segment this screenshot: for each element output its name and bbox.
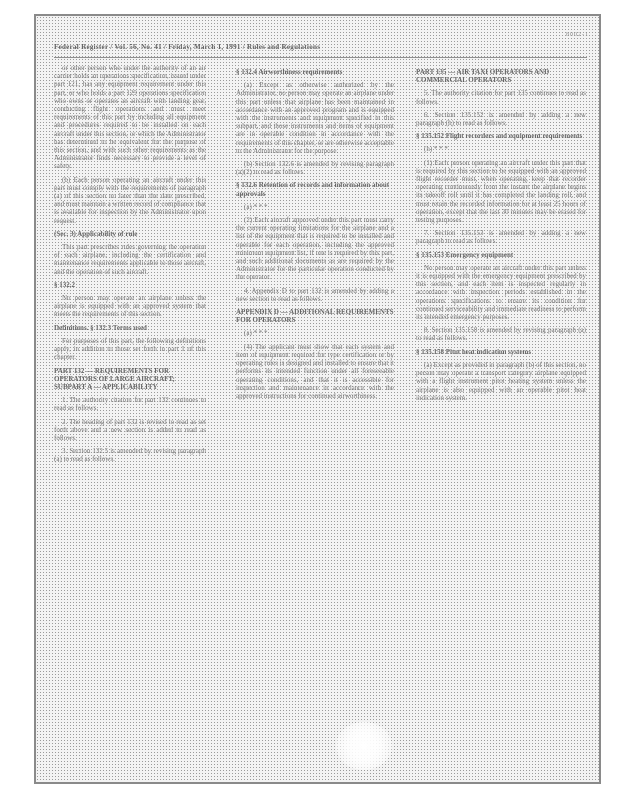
paragraph: (a) Except as provided in paragraph (b) of this section, no person may operate a transport category airplane equipped with a flight instrument pitot heating system unless the airplane is also equipped with an operable pitot heat indication system.: [416, 360, 586, 402]
paragraph: 1. The authority citation for part 132 continues to read as follows.: [54, 396, 206, 413]
page-number: 8002-1: [566, 32, 589, 38]
faded-spot: [336, 722, 392, 770]
header-rule: [54, 57, 587, 58]
paragraph: (1) Each person operating an aircraft under this part that is required by this section to be equipped with an approved flight recorder must, when operating, keep that recorder operating continuously from the instant the airplane begins its takeoff roll until it has completed the landing roll, and must retain the recorded information for at least 25 hours of operation, except that the last 30 minutes may be erased for testing purposes.: [416, 158, 586, 225]
paragraph: 3. Section 132.5 is amended by revising paragraph (a) to read as follows.: [54, 447, 206, 464]
paragraph: 6. Section 135.152 is amended by adding a new paragraph (h) to read as follows.: [416, 110, 586, 128]
paragraph: This part prescribes rules governing the operation of each airplane, including the certification and maintenance requirements applicable to those aircraft, and the operation of such aircraft.: [54, 243, 206, 276]
paragraph: (a) * * *: [244, 202, 268, 211]
paragraph: 2. The heading of part 132 is revised to read as set forth above and a new section is added to read as follows.: [54, 417, 206, 442]
paragraph: (4) The applicant must show that each system and item of equipment required for type certification or by operating rules is designed and installed to ensure that it performs its intended function under all foreseeable operating conditions, and that it is accessible for inspection and maintenance in accordance with the approved instructions for continued airworthiness.: [236, 342, 394, 400]
paragraph: For purposes of this part, the following definitions apply, in addition to those set forth in part 1 of this chapter.: [54, 336, 206, 362]
paragraph: No person may operate an airplane unless the airplane is equipped with an approved system that meets the requirements of this section.: [54, 294, 206, 319]
paragraph: (b) Section 132.6 is amended by revising paragraph (a)(2) to read as follows.: [236, 160, 394, 177]
section-heading: (Sec. 3) Applicability of rule: [54, 229, 138, 238]
section-heading: PART 132 — REQUIREMENTS FOR OPERATORS OF LARGE AIRCRAFT; SUBPART A — APPLICABILITY: [54, 366, 175, 391]
section-heading: Definitions. § 132.3 Terms used: [54, 323, 147, 332]
paragraph: (2) Each aircraft approved under this part must carry the current operating limitations for the airplane and a list of the equipment that is required to be installed and operable for each operation, including the approved minimum equipment list, if one is required by this part, and such additional documents as are required by the Administrator for the particular operation conducted by the operator.: [236, 216, 394, 282]
section-heading: PART 135 — AIR TAXI OPERATORS AND COMMERCIAL OPERATORS: [416, 68, 550, 85]
text-column-3: [416, 64, 586, 764]
paragraph: (b) Each person operating an aircraft under this part must comply with the requirements of paragraph (a) of this section no later than the date prescribed, and must maintain a written record of compliance that is available for inspection by the Administrator upon request.: [54, 175, 206, 225]
section-heading: § 135.153 Emergency equipment: [416, 250, 514, 259]
scanned-page: [34, 14, 601, 784]
text-column-2: [236, 64, 394, 764]
paragraph: 4. Appendix D to part 132 is amended by adding a new section to read as follows.: [236, 286, 394, 303]
paragraph: (a) * * *: [244, 329, 268, 338]
running-head: Federal Register / Vol. 56, No. 41 / Friday, March 1, 1991 / Rules and Regulations: [54, 43, 321, 51]
paragraph: 5. The authority citation for part 135 continues to read as follows.: [416, 89, 586, 106]
paragraph: (a) Except as otherwise authorized by the Administrator, no person may operate an airplane under this part unless that airplane has been maintained in accordance with an approved program and is equipped with the instruments and equipment specified in this subpart, and those instruments and items of equipment are in operable condition in accordance with the requirements of this chapter, or are otherwise acceptable to the Administrator for the purpose.: [236, 81, 394, 155]
section-heading: § 135.158 Pitot heat indication systems: [416, 347, 532, 356]
paragraph: 8. Section 135.158 is amended by revising paragraph (a) to read as follows.: [416, 326, 586, 343]
paragraph: or other person who under the authority of an air carrier holds an operations specification, issued under part 121, has any equipment requirement under this part, or who holds a part 129 operations specification who owns or operates an aircraft with landing gear, conducting flight operations and must meet requirements of this part by including all equipment and procedures required to be installed on each aircraft under this section, or which the Administrator has determined to be equivalent for the purpose of this section, and with such other requirements as the Administrator finds necessary to provide a level of safety.: [54, 64, 206, 171]
paragraph: No person may operate an aircraft under this part unless it is equipped with the emergency equipment prescribed by this section, and each item is inspected regularly in accordance with inspection periods established in the operations specifications to ensure its condition for continued serviceability and immediate readiness to perform its intended emergency purposes.: [416, 263, 586, 322]
section-heading: APPENDIX D — ADDITIONAL REQUIREMENTS FOR OPERATORS: [236, 308, 394, 325]
section-heading: § 132.2: [54, 280, 75, 289]
section-heading: § 132.6 Retention of records and information about approvals: [236, 181, 390, 198]
paragraph: 7. Section 135.153 is amended by adding a new paragraph to read as follows.: [416, 229, 586, 246]
section-heading: § 135.152 Flight recorders and equipment requirements: [416, 132, 583, 141]
paragraph: (h) * * *: [424, 145, 448, 154]
section-heading: § 132.4 Airworthiness requirements: [236, 68, 343, 76]
text-column-1: [54, 64, 206, 764]
